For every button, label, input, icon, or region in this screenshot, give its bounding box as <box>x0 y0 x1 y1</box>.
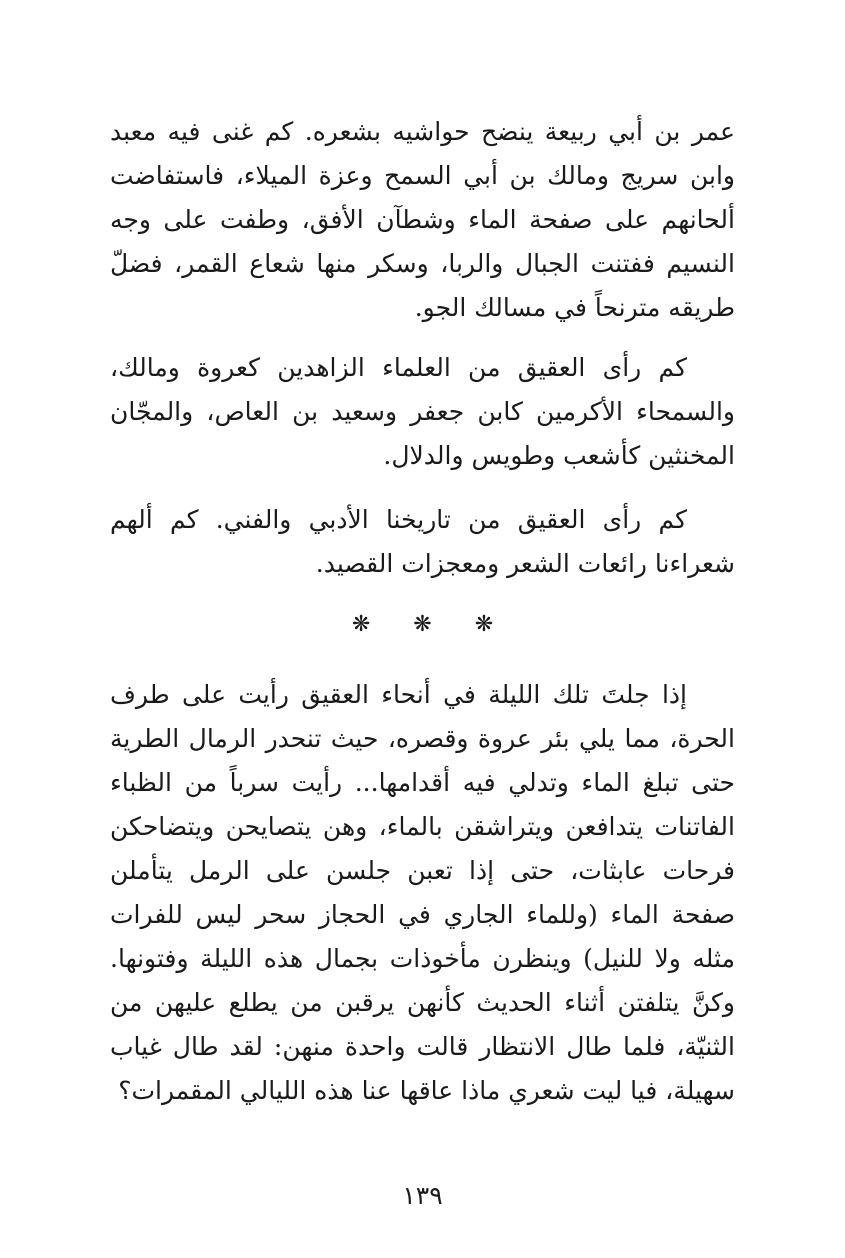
section-separator: ❋ ❋ ❋ <box>351 612 512 637</box>
page-number: ١٣٩ <box>402 1181 443 1210</box>
page-body <box>110 110 735 1113</box>
paragraph-2: كم رأى العقيق من العلماء الزاهدين كعروة ومالك، والسمحاء الأكرمين كابن جعفر وسعيد بن العاص، والمجّان المخنثين كأشعب وطويس والدلال. <box>110 353 735 470</box>
paragraph-3: كم رأى العقيق من تاريخنا الأدبي والفني. كم ألهم شعراءنا رائعات الشعر ومعجزات القصيد. <box>110 505 735 578</box>
paragraph-4: إذا جلتَ تلك الليلة في أنحاء العقيق رأيت على طرف الحرة، مما يلي بئر عروة وقصره، حيث تنحدر الرمال الطرية حتى تبلغ الماء وتدلي فيه أقدامها... رأيت سرباً من الظباء الفاتنات يتدافعن ويتراشقن بالماء، وهن يتصايحن ويتضاحكن فرحات عابثات، حتى إذا تعبن جلسن على الرمل يتأملن صفحة الماء (وللماء الجاري في الحجاز سحر ليس للفرات مثله ولا للنيل) وينظرن مأخوذات بجمال هذه الليلة وفتونها. وكنَّ يتلفتن أثناء الحديث كأنهن يرقبن من يطلع عليهن من الثنيّة، فلما طال الانتظار قالت واحدة منهن: لقد طال غياب سهيلة، فيا ليت شعري ماذا عاقها عنا هذه الليالي المقمرات؟ <box>110 680 735 1105</box>
paragraph-1: عمر بن أبي ربيعة ينضح حواشيه بشعره. كم غنى فيه معبد وابن سريج ومالك بن أبي السمح وعزة الميلاء، فاستفاضت ألحانهم على صفحة الماء وشطآن الأفق، وطفت على وجه النسيم ففتنت الجبال والربا، وسكر منها شعاع القمر، فضلّ طريقه مترنحاً في مسالك الجو. <box>110 117 735 322</box>
